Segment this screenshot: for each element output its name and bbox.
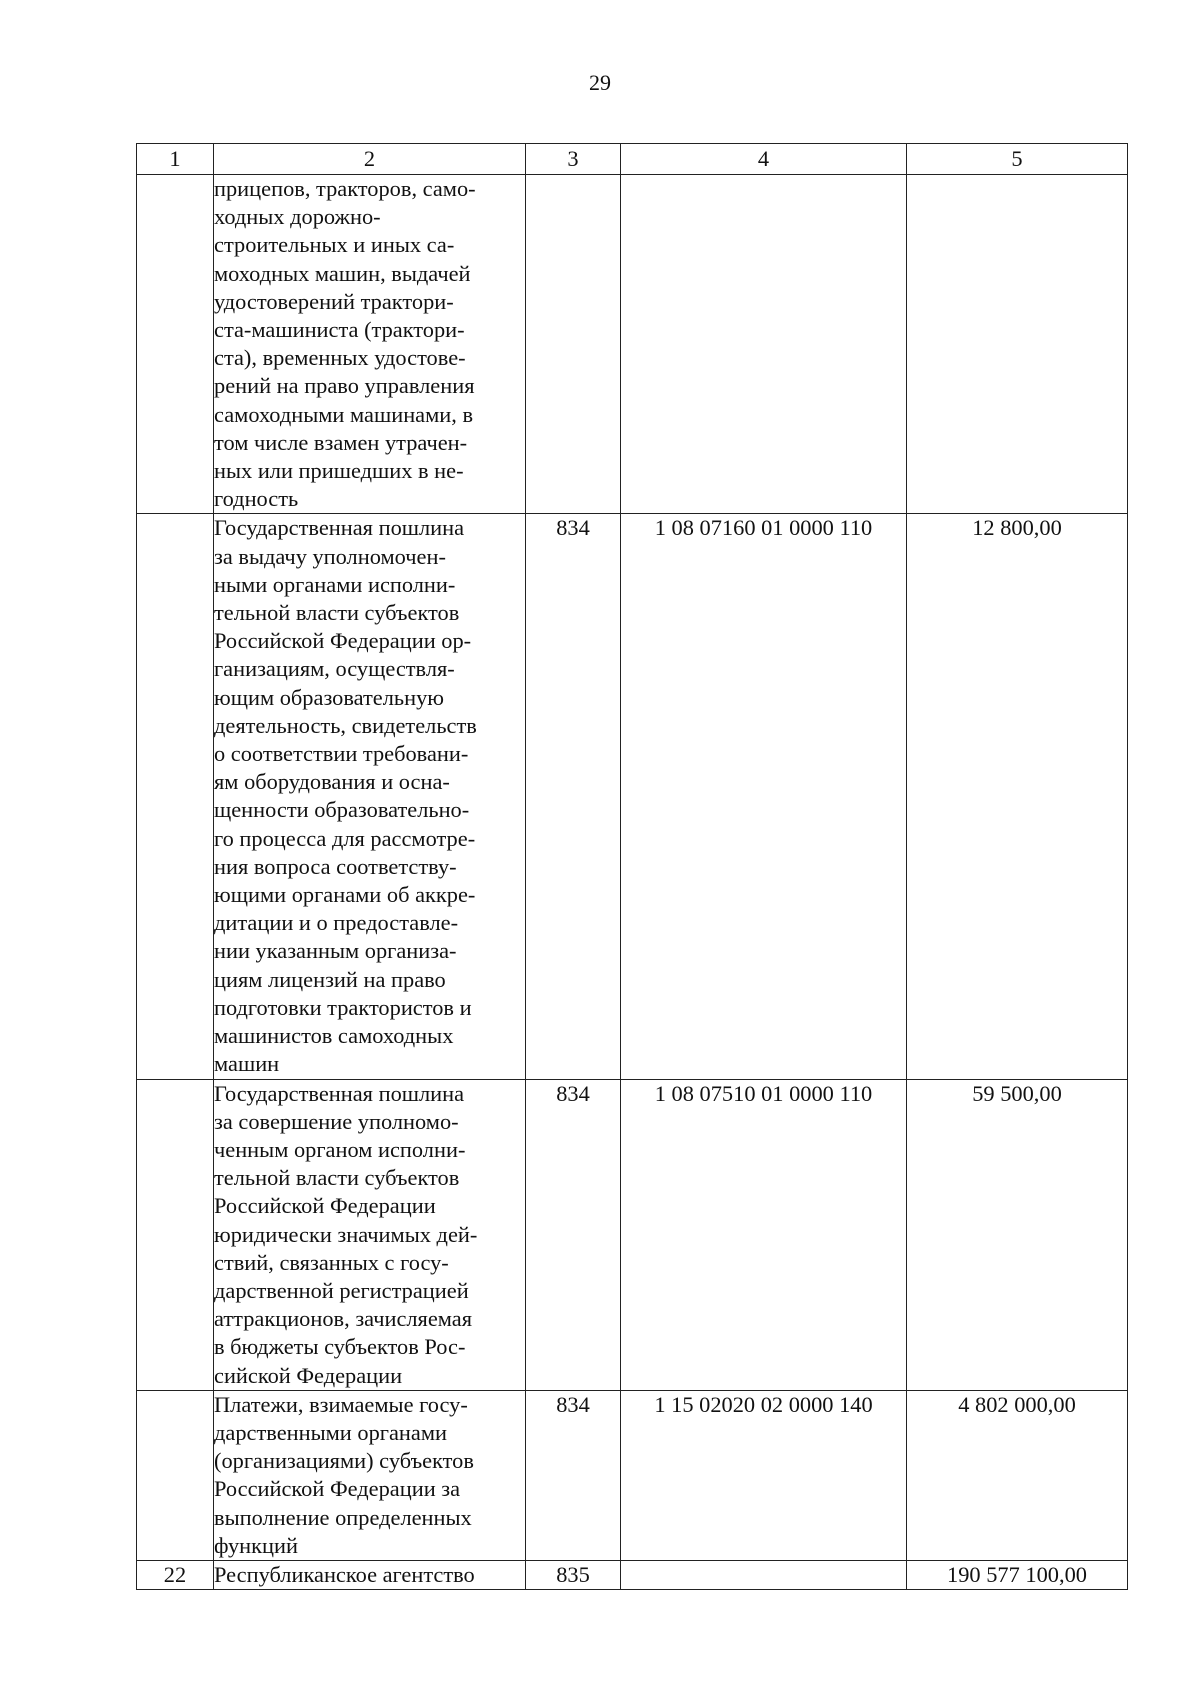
table-header (137, 144, 1128, 175)
amount-cell: 190 577 100,00 (907, 1560, 1128, 1589)
amount-cell: 59 500,00 (907, 1079, 1128, 1390)
administrator-code-cell: 834 (526, 1390, 621, 1560)
header-col-1: 1 (137, 144, 214, 175)
revenue-name-line: тельной власти субъектов (214, 1165, 460, 1191)
table-row (137, 1560, 1128, 1589)
header-col-5: 5 (907, 144, 1128, 175)
revenue-name-line: дарственной регистрацией (214, 1277, 469, 1303)
revenue-name-line: ганизациям, осуществля- (214, 656, 455, 682)
revenue-name-line: том числе взамен утрачен- (214, 429, 468, 455)
revenue-name-line: в бюджеты субъектов Рос- (214, 1334, 466, 1360)
row-number-cell (137, 1390, 214, 1560)
revenue-name-line: (организациями) субъектов (214, 1448, 474, 1474)
revenue-name-line: ям оборудования и осна- (214, 769, 450, 795)
revenue-name-line: юридически значимых дей- (214, 1221, 478, 1247)
revenue-name-line: ченным органом исполни- (214, 1136, 466, 1162)
table-row (137, 175, 1128, 514)
revenue-name-line: моходных машин, выдачей (214, 260, 471, 286)
revenue-name-cell (214, 514, 526, 1079)
revenue-name-line: Государственная пошлина (214, 1080, 465, 1106)
revenue-name-line: самоходными машинами, в (214, 401, 474, 427)
administrator-code-cell (526, 175, 621, 514)
revenue-name-line: машинистов самоходных (214, 1023, 454, 1049)
table-row (137, 1079, 1128, 1390)
budget-classification-code-cell (621, 1560, 907, 1589)
header-col-3: 3 (526, 144, 621, 175)
revenue-name-line: аттракционов, зачисляемая (214, 1306, 473, 1332)
revenue-name-line: ста-машиниста (трактори- (214, 317, 465, 343)
revenue-name-line: циям лицензий на право (214, 966, 446, 992)
revenue-name-cell (214, 1079, 526, 1390)
budget-classification-code-cell: 1 15 02020 02 0000 140 (621, 1390, 907, 1560)
amount-cell: 4 802 000,00 (907, 1390, 1128, 1560)
row-number-cell (137, 1079, 214, 1390)
table-body (137, 175, 1128, 1590)
revenue-name-line: годность (214, 486, 299, 512)
revenue-table (136, 143, 1128, 1590)
revenue-name-line: щенности образовательно- (214, 797, 470, 823)
header-col-4: 4 (621, 144, 907, 175)
revenue-name-line: ющими органами об аккре- (214, 882, 476, 908)
revenue-name-line: сийской Федерации (214, 1362, 403, 1388)
revenue-name-cell (214, 1560, 526, 1589)
revenue-name-line: функций (214, 1532, 298, 1558)
amount-cell: 12 800,00 (907, 514, 1128, 1079)
revenue-name-line: Российской Федерации за (214, 1476, 461, 1502)
budget-classification-code-cell: 1 08 07510 01 0000 110 (621, 1079, 907, 1390)
revenue-name-line: строительных и иных са- (214, 232, 455, 258)
revenue-name-line: ных или пришедших в не- (214, 458, 464, 484)
row-number-cell (137, 514, 214, 1079)
row-number-cell (137, 175, 214, 514)
revenue-name-line: дитации и о предоставле- (214, 910, 459, 936)
revenue-name-line: Платежи, взимаемые госу- (214, 1391, 468, 1417)
revenue-name-line: дарственными органами (214, 1419, 447, 1445)
revenue-name-cell (214, 175, 526, 514)
revenue-name-line: за совершение уполномо- (214, 1108, 459, 1134)
revenue-name-line: за выдачу уполномочен- (214, 543, 446, 569)
revenue-name-line: ходных дорожно- (214, 204, 381, 230)
revenue-name-line: деятельность, свидетельств (214, 712, 477, 738)
row-number-cell: 22 (137, 1560, 214, 1589)
revenue-name-line: Государственная пошлина (214, 515, 465, 541)
revenue-name-line: ствий, связанных с госу- (214, 1249, 449, 1275)
revenue-name-line: го процесса для рассмотре- (214, 825, 476, 851)
revenue-name-line: ющим образовательную (214, 684, 444, 710)
header-col-2: 2 (214, 144, 526, 175)
revenue-name-line: ста), временных удостове- (214, 345, 466, 371)
revenue-name-line: нии указанным организа- (214, 938, 457, 964)
revenue-name-line: рений на право управления (214, 373, 475, 399)
revenue-name-line: удостоверений трактори- (214, 288, 454, 314)
administrator-code-cell: 834 (526, 1079, 621, 1390)
page-number: 29 (589, 70, 611, 95)
revenue-name-line: ния вопроса соответству- (214, 853, 457, 879)
amount-cell (907, 175, 1128, 514)
budget-classification-code-cell: 1 08 07160 01 0000 110 (621, 514, 907, 1079)
revenue-name-line: тельной власти субъектов (214, 600, 460, 626)
administrator-code-cell: 835 (526, 1560, 621, 1589)
budget-classification-code-cell (621, 175, 907, 514)
revenue-name-line: ными органами исполни- (214, 571, 456, 597)
revenue-name-line: прицепов, тракторов, само- (214, 176, 476, 201)
administrator-code-cell: 834 (526, 514, 621, 1079)
revenue-name-line: Российской Федерации ор- (214, 628, 472, 654)
header-row (137, 144, 1128, 175)
revenue-name-line: подготовки трактористов и (214, 994, 472, 1020)
revenue-name-line: Республиканское агентство (214, 1561, 475, 1587)
revenue-name-line: машин (214, 1051, 280, 1077)
revenue-name-line: Российской Федерации (214, 1193, 436, 1219)
table-row (137, 514, 1128, 1079)
revenue-name-line: о соответствии требовани- (214, 741, 469, 767)
revenue-name-line: выполнение определенных (214, 1504, 472, 1530)
revenue-name-cell (214, 1390, 526, 1560)
table-row (137, 1390, 1128, 1560)
